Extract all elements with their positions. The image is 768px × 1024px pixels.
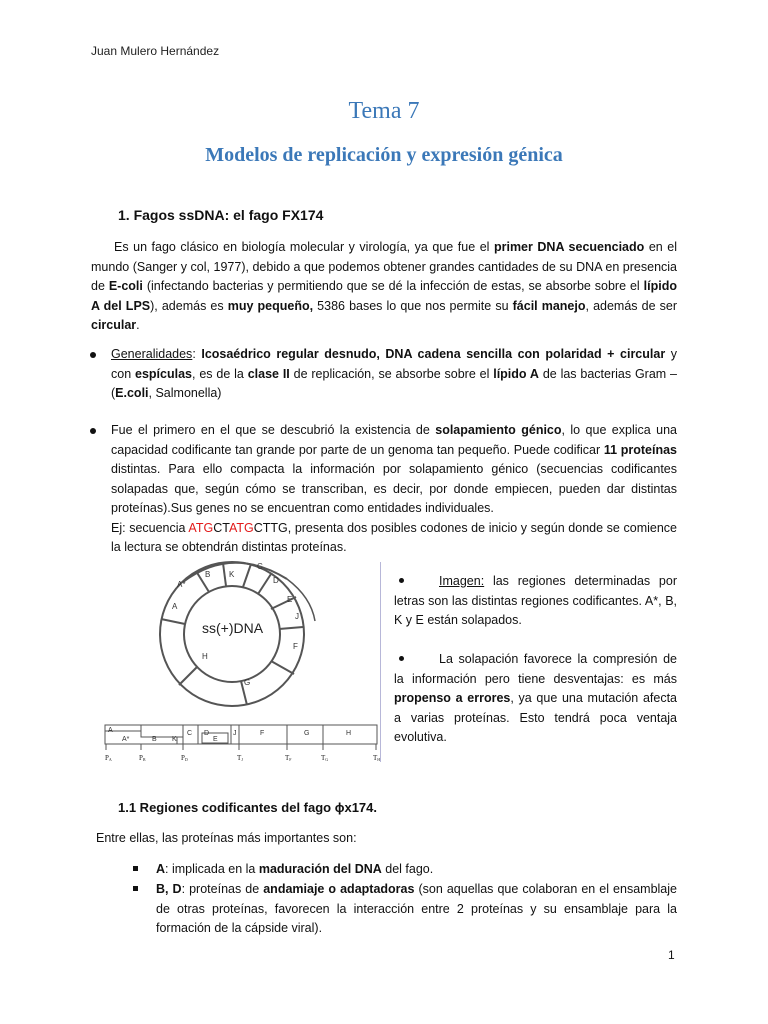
header-author: Juan Mulero Hernández (91, 44, 220, 58)
map-label: A* (122, 736, 130, 743)
map-label: A (108, 727, 113, 734)
ring-label: B (205, 570, 211, 579)
ring-label: C (257, 562, 263, 571)
bullet-icon (90, 428, 96, 434)
side-note-solapacion: La solapación favorece la compresión de la información pero tiene desventajas: es más propenso a errores, ya que una mutación afecta a varias proteínas. Esto tendrá poca ventaja evolutiva. (394, 652, 677, 744)
intro-paragraph: Es un fago clásico en biología molecular y virología, ya que fue el primer DNA secuenciado en el mundo (Sanger y col, 1977), debido a que podemos obtener grandes cantidades de su DNA en presencia de E-coli (infectando bacterias y permitiendo que se dé la infección de estas, se absorbe sobre el lípido A del LPS), además es muy pequeño, 5386 bases lo que nos permite su fácil manejo, además de ser circular. (91, 240, 677, 332)
map-label: F (260, 730, 265, 737)
list-item-protein-a: A: implicada en la maduración del DNA del fago. (156, 862, 434, 876)
square-bullet-icon (133, 866, 138, 871)
terminator-label: TG (321, 754, 329, 762)
ring-label: K (229, 570, 235, 579)
ring-label: E (287, 595, 293, 604)
terminator-label: TF (285, 754, 292, 762)
figure-center-label: ss(+)DNA (202, 620, 264, 636)
bullet-solapamiento: Fue el primero en el que se descubrió la existencia de solapamiento génico, lo que explica una capacidad codificante tan grande por parte de un genoma tan pequeño. Puede codificar 11 proteínas distintas. Para ello compacta la información por solapamiento génico (secuencias codificantes solapadas que, según cómo se transcriban, es decir, por donde empiecen, pueden dar distintas proteínas).Sus genes no se encuentran como entidades individuales. Ej: secuencia ATGCTATGCTTG, presenta dos posibles codones de inicio y según donde se comience la lectura se obtendrán distintas proteínas. (111, 423, 677, 554)
ring-label: A* (177, 580, 186, 589)
map-label: E (213, 736, 218, 743)
section-heading: 1. Fagos ssDNA: el fago FX174 (118, 207, 324, 223)
map-label: K (172, 736, 177, 743)
page-title: Tema 7 (348, 98, 420, 124)
subsection-heading: 1.1 Regiones codificantes del fago ɸx174. (118, 800, 377, 815)
map-label: D (204, 730, 210, 737)
page-number: 1 (668, 948, 675, 962)
figure-divider (380, 562, 381, 762)
page-subtitle: Modelos de replicación y expresión génica (205, 144, 563, 166)
promoter-label: PA (105, 754, 112, 762)
map-label: J (233, 730, 237, 737)
map-label: G (304, 730, 310, 737)
promoter-label: PD (181, 754, 188, 762)
list-item-protein-bd: B, D: proteínas de andamiaje o adaptadoras (son aquellas que colaboran en el ensamblaje de otras proteínas, favorecen la interacción entre 2 proteínas y su ensamblaje para la formación de la cápside viral). (156, 882, 677, 935)
bullet-generalidades: Generalidades: Icosaédrico regular desnudo, DNA cadena sencilla con polaridad + circular y con espículas, es de la clase II de replicación, se absorbe sobre el lípido A de las bacterias Gram – (E.coli, Salmonella) (111, 347, 678, 400)
bullet-icon (90, 352, 96, 358)
ring-label: A (172, 602, 178, 611)
terminator-label: TJ (237, 754, 243, 762)
map-label: B (152, 736, 157, 743)
promoter-label: PB (139, 754, 146, 762)
ring-label: J (295, 612, 299, 621)
genome-map-figure (101, 557, 381, 764)
terminator-label: TH (373, 754, 381, 762)
subsection-intro: Entre ellas, las proteínas más importantes son: (96, 831, 357, 845)
map-label: C (187, 730, 193, 737)
ring-label: H (202, 652, 208, 661)
ring-label: G (244, 678, 251, 687)
ring-label: F (293, 642, 298, 651)
ring-label: D (273, 576, 279, 585)
side-note-imagen: Imagen: las regiones determinadas por letras son las distintas regiones codificantes. A*, B, K y E están solapados. (394, 574, 677, 627)
square-bullet-icon (133, 886, 138, 891)
map-label: H (346, 730, 352, 737)
